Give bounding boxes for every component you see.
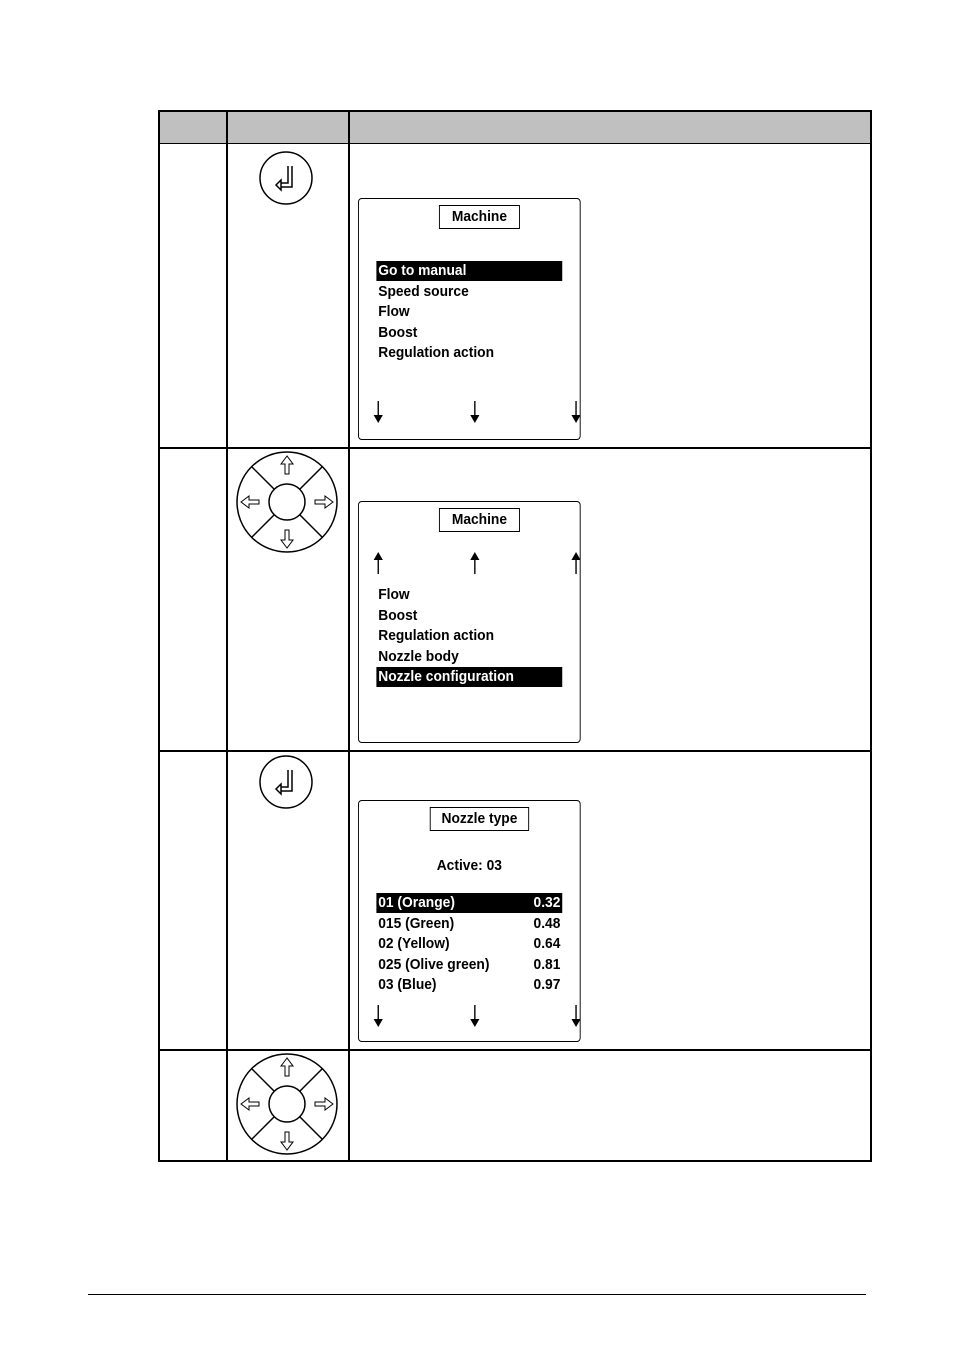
column-divider bbox=[348, 112, 350, 1160]
display-screen bbox=[358, 800, 581, 1042]
arrow-down-icon bbox=[468, 401, 481, 423]
menu-item-nozzle-configuration[interactable]: Nozzle configuration bbox=[376, 667, 562, 687]
navigation-pad-icon bbox=[235, 450, 339, 554]
nozzle-value: 0.32 bbox=[533, 894, 561, 911]
display-screen bbox=[358, 198, 581, 440]
list-item[interactable] bbox=[376, 893, 562, 913]
nozzle-value: 0.81 bbox=[533, 956, 561, 973]
arrow-up-icon bbox=[570, 552, 583, 574]
nozzle-name: 03 (Blue) bbox=[378, 976, 437, 993]
menu-item-flow[interactable]: Flow bbox=[378, 303, 410, 320]
arrow-down-icon bbox=[570, 401, 583, 423]
nozzle-value: 0.97 bbox=[533, 976, 561, 993]
table-header bbox=[160, 112, 870, 144]
active-nozzle-label: Active: 03 bbox=[436, 857, 502, 874]
enter-key-icon bbox=[258, 150, 314, 206]
arrow-down-icon bbox=[372, 401, 385, 423]
nozzle-name: 02 (Yellow) bbox=[378, 935, 450, 952]
nozzle-name: 015 (Green) bbox=[378, 915, 455, 932]
screen-title: Machine bbox=[439, 508, 520, 532]
menu-item-boost[interactable]: Boost bbox=[378, 324, 418, 341]
list-item[interactable] bbox=[376, 975, 562, 995]
list-item[interactable] bbox=[376, 934, 562, 954]
row-divider bbox=[160, 750, 870, 752]
display-screen bbox=[358, 501, 581, 743]
menu-item-regulation-action[interactable]: Regulation action bbox=[378, 627, 495, 644]
footer-rule bbox=[88, 1294, 866, 1295]
nozzle-value: 0.48 bbox=[533, 915, 561, 932]
nozzle-value: 0.64 bbox=[533, 935, 561, 952]
arrow-up-icon bbox=[468, 552, 481, 574]
menu-item-nozzle-body[interactable]: Nozzle body bbox=[378, 648, 459, 665]
menu-item-speed-source[interactable]: Speed source bbox=[378, 283, 469, 300]
navigation-pad-icon bbox=[235, 1052, 339, 1156]
menu-item-flow[interactable]: Flow bbox=[378, 586, 410, 603]
column-divider bbox=[226, 112, 228, 1160]
menu-item-boost[interactable]: Boost bbox=[378, 607, 418, 624]
menu-item-regulation-action[interactable]: Regulation action bbox=[378, 344, 495, 361]
arrow-down-icon bbox=[468, 1005, 481, 1027]
row-divider bbox=[160, 1049, 870, 1051]
arrow-down-icon bbox=[372, 1005, 385, 1027]
list-item[interactable] bbox=[376, 955, 562, 975]
screen-title: Nozzle type bbox=[430, 807, 529, 831]
enter-key-icon bbox=[258, 754, 314, 810]
list-item[interactable] bbox=[376, 914, 562, 934]
nozzle-name: 01 (Orange) bbox=[378, 894, 455, 911]
row-divider bbox=[160, 447, 870, 449]
arrow-up-icon bbox=[372, 552, 385, 574]
arrow-down-icon bbox=[570, 1005, 583, 1027]
nozzle-name: 025 (Olive green) bbox=[378, 956, 490, 973]
screen-title: Machine bbox=[439, 205, 520, 229]
menu-item-go-to-manual[interactable]: Go to manual bbox=[376, 261, 562, 281]
